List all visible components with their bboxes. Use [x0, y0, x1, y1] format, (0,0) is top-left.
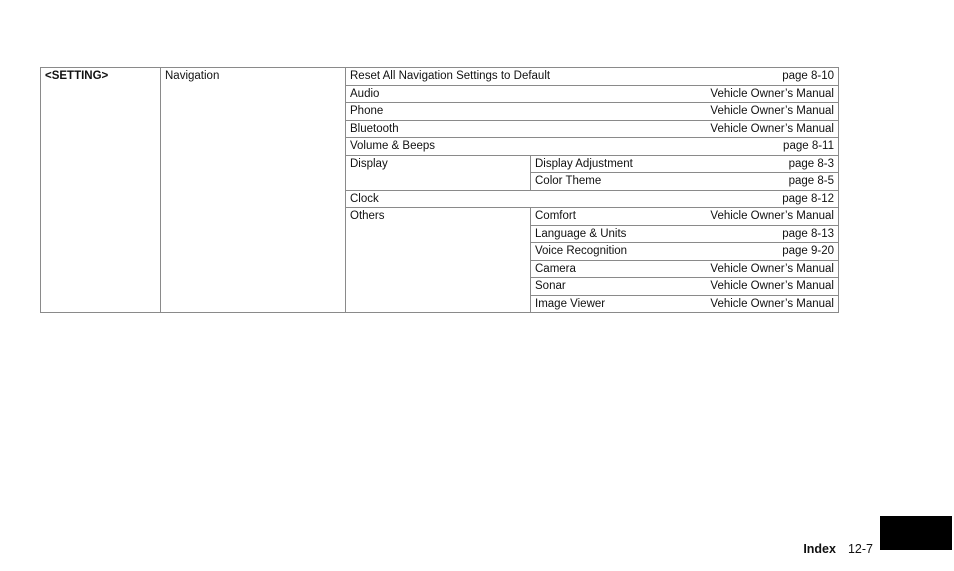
entry-cell [346, 85, 839, 103]
footer-section-label: Index [803, 542, 836, 556]
entry-group-cell: Others [346, 208, 531, 313]
table-row [41, 68, 839, 86]
subentry-cell [531, 155, 839, 173]
entry-cell [346, 68, 839, 86]
page-reference: page 9-20 [782, 245, 834, 257]
subentry-cell [531, 173, 839, 191]
page-reference: Vehicle Owner’s Manual [710, 297, 834, 310]
entry-label: Clock [350, 192, 379, 205]
index-table [40, 67, 839, 313]
subentry-cell [531, 278, 839, 296]
subentry-cell [531, 225, 839, 243]
entry-group-cell: Display [346, 155, 531, 190]
entry-cell [346, 103, 839, 121]
entry-cell [346, 190, 839, 208]
subentry-cell [531, 243, 839, 261]
subentry-cell [531, 260, 839, 278]
subcategory-cell: Navigation [161, 68, 346, 313]
entry-cell [346, 120, 839, 138]
subentry-label: Comfort [535, 210, 576, 222]
page-reference: Vehicle Owner’s Manual [710, 105, 834, 117]
entry-label: Audio [350, 87, 380, 100]
section-thumb-tab [880, 516, 952, 550]
entry-label: Reset All Navigation Settings to Default [350, 70, 551, 82]
entry-label: Phone [350, 105, 384, 117]
subentry-cell [531, 295, 839, 313]
subentry-label: Sonar [535, 280, 566, 292]
subentry-label: Language & Units [535, 227, 627, 240]
page-reference: Vehicle Owner’s Manual [710, 210, 834, 222]
page-reference: Vehicle Owner’s Manual [710, 122, 834, 135]
page-reference: page 8-5 [788, 175, 834, 187]
page-reference: page 8-11 [783, 140, 834, 152]
page-number: 12-7 [847, 542, 873, 556]
page-reference: page 8-13 [782, 227, 834, 240]
subentry-label: Camera [535, 262, 576, 275]
page-reference: page 8-3 [788, 157, 834, 170]
page-reference: Vehicle Owner’s Manual [710, 87, 834, 100]
subentry-label: Display Adjustment [535, 157, 633, 170]
page-reference: page 8-12 [782, 192, 834, 205]
subentry-label: Image Viewer [535, 297, 606, 310]
subentry-cell [531, 208, 839, 226]
entry-label: Volume & Beeps [350, 140, 436, 152]
page-reference: Vehicle Owner’s Manual [710, 262, 834, 275]
subentry-label: Voice Recognition [535, 245, 628, 257]
entry-label: Bluetooth [350, 122, 399, 135]
page-reference: Vehicle Owner’s Manual [710, 280, 834, 292]
subentry-label: Color Theme [535, 175, 602, 187]
page-reference: page 8-10 [782, 70, 834, 82]
entry-cell [346, 138, 839, 156]
page-footer [803, 542, 873, 556]
category-cell: <SETTING> [41, 68, 161, 313]
